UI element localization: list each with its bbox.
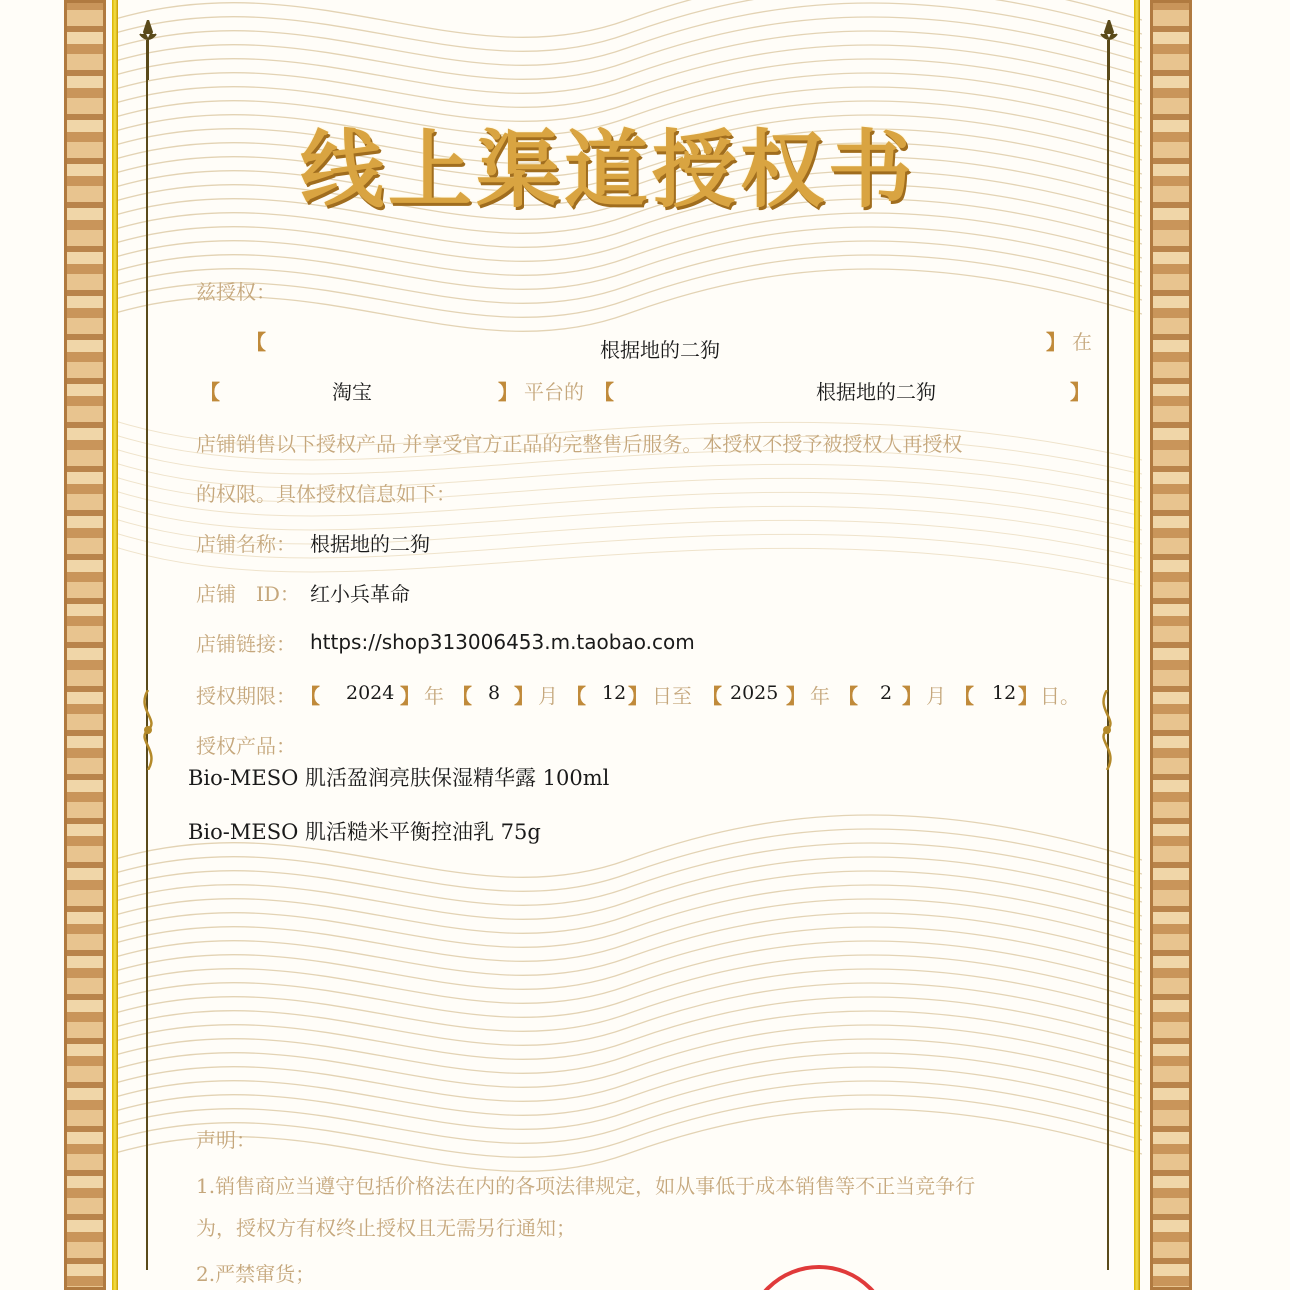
bracket-open: 【 <box>838 684 858 708</box>
end-month: 2 <box>880 682 893 704</box>
store-id-value: 红小兵革命 <box>310 582 410 606</box>
grantee-name: 根据地的二狗 <box>600 338 720 362</box>
store-name-inline: 根据地的二狗 <box>816 380 936 404</box>
bracket-close: 】 <box>786 684 806 708</box>
zai-text: 在 <box>1072 330 1092 354</box>
bracket-close: 】 <box>1070 380 1090 404</box>
platform-suffix: 平台的 <box>524 380 584 404</box>
bracket-close: 】 <box>1046 330 1066 354</box>
bracket-close: 】 <box>1018 684 1038 708</box>
month-char: 月 <box>926 684 946 708</box>
store-link-value: https://shop313006453.m.taobao.com <box>310 630 695 654</box>
product-item: Bio-MESO 肌活盈润亮肤保湿精华露 100ml <box>188 766 610 790</box>
document-title: 线上渠道授权书 <box>300 120 917 219</box>
declaration-label: 声明： <box>196 1128 256 1152</box>
left-decorative-border <box>64 0 106 1290</box>
start-day: 12 <box>602 682 627 704</box>
top-right-fleur-icon <box>1097 20 1121 80</box>
bracket-open: 【 <box>594 380 614 404</box>
right-thin-line <box>1107 40 1109 1270</box>
store-id-label: 店铺 ID： <box>196 582 300 606</box>
right-gold-line <box>1134 0 1140 1290</box>
top-left-fleur-icon <box>136 20 160 80</box>
declaration-item-1b: 为，授权方有权终止授权且无需另行通知； <box>196 1216 576 1240</box>
day-end-text: 日。 <box>1040 684 1080 708</box>
bracket-open: 【 <box>566 684 586 708</box>
bracket-close: 】 <box>400 684 420 708</box>
products-label: 授权产品： <box>196 734 296 758</box>
bracket-open: 【 <box>954 684 974 708</box>
bracket-close: 】 <box>498 380 518 404</box>
left-thin-line <box>146 40 148 1270</box>
declaration-item-1a: 1.销售商应当遵守包括价格法在内的各项法律规定，如从事低于成本销售等不正当竞争行 <box>196 1174 976 1198</box>
left-gold-line <box>112 0 118 1290</box>
bracket-open: 【 <box>200 380 220 404</box>
year-char: 年 <box>810 684 830 708</box>
right-scroll-ornament-icon <box>1095 690 1119 770</box>
intro-label: 兹授权： <box>196 280 276 304</box>
start-year: 2024 <box>346 682 395 704</box>
store-name-label: 店铺名称： <box>196 532 296 556</box>
declaration-item-2: 2.严禁窜货； <box>196 1262 316 1286</box>
body-text-line2: 的权限。具体授权信息如下： <box>196 482 456 506</box>
body-text-line1: 店铺销售以下授权产品 并享受官方正品的完整售后服务。本授权不授予被授权人再授权 <box>196 432 963 456</box>
start-month: 8 <box>488 682 501 704</box>
bracket-close: 】 <box>514 684 534 708</box>
right-decorative-border <box>1150 0 1192 1290</box>
end-year: 2025 <box>730 682 779 704</box>
period-label: 授权期限： <box>196 684 296 708</box>
bracket-open: 【 <box>300 684 320 708</box>
store-name-value: 根据地的二狗 <box>310 532 430 556</box>
bracket-open: 【 <box>702 684 722 708</box>
store-link-label: 店铺链接： <box>196 632 296 656</box>
bracket-close: 】 <box>628 684 648 708</box>
month-char: 月 <box>538 684 558 708</box>
left-scroll-ornament-icon <box>136 690 160 770</box>
bracket-close: 】 <box>902 684 922 708</box>
platform-name: 淘宝 <box>332 380 372 404</box>
bracket-open: 【 <box>452 684 472 708</box>
end-day: 12 <box>992 682 1017 704</box>
day-to-text: 日至 <box>652 684 692 708</box>
bracket-open: 【 <box>246 330 266 354</box>
year-char: 年 <box>424 684 444 708</box>
product-item: Bio-MESO 肌活糙米平衡控油乳 75g <box>188 820 541 844</box>
